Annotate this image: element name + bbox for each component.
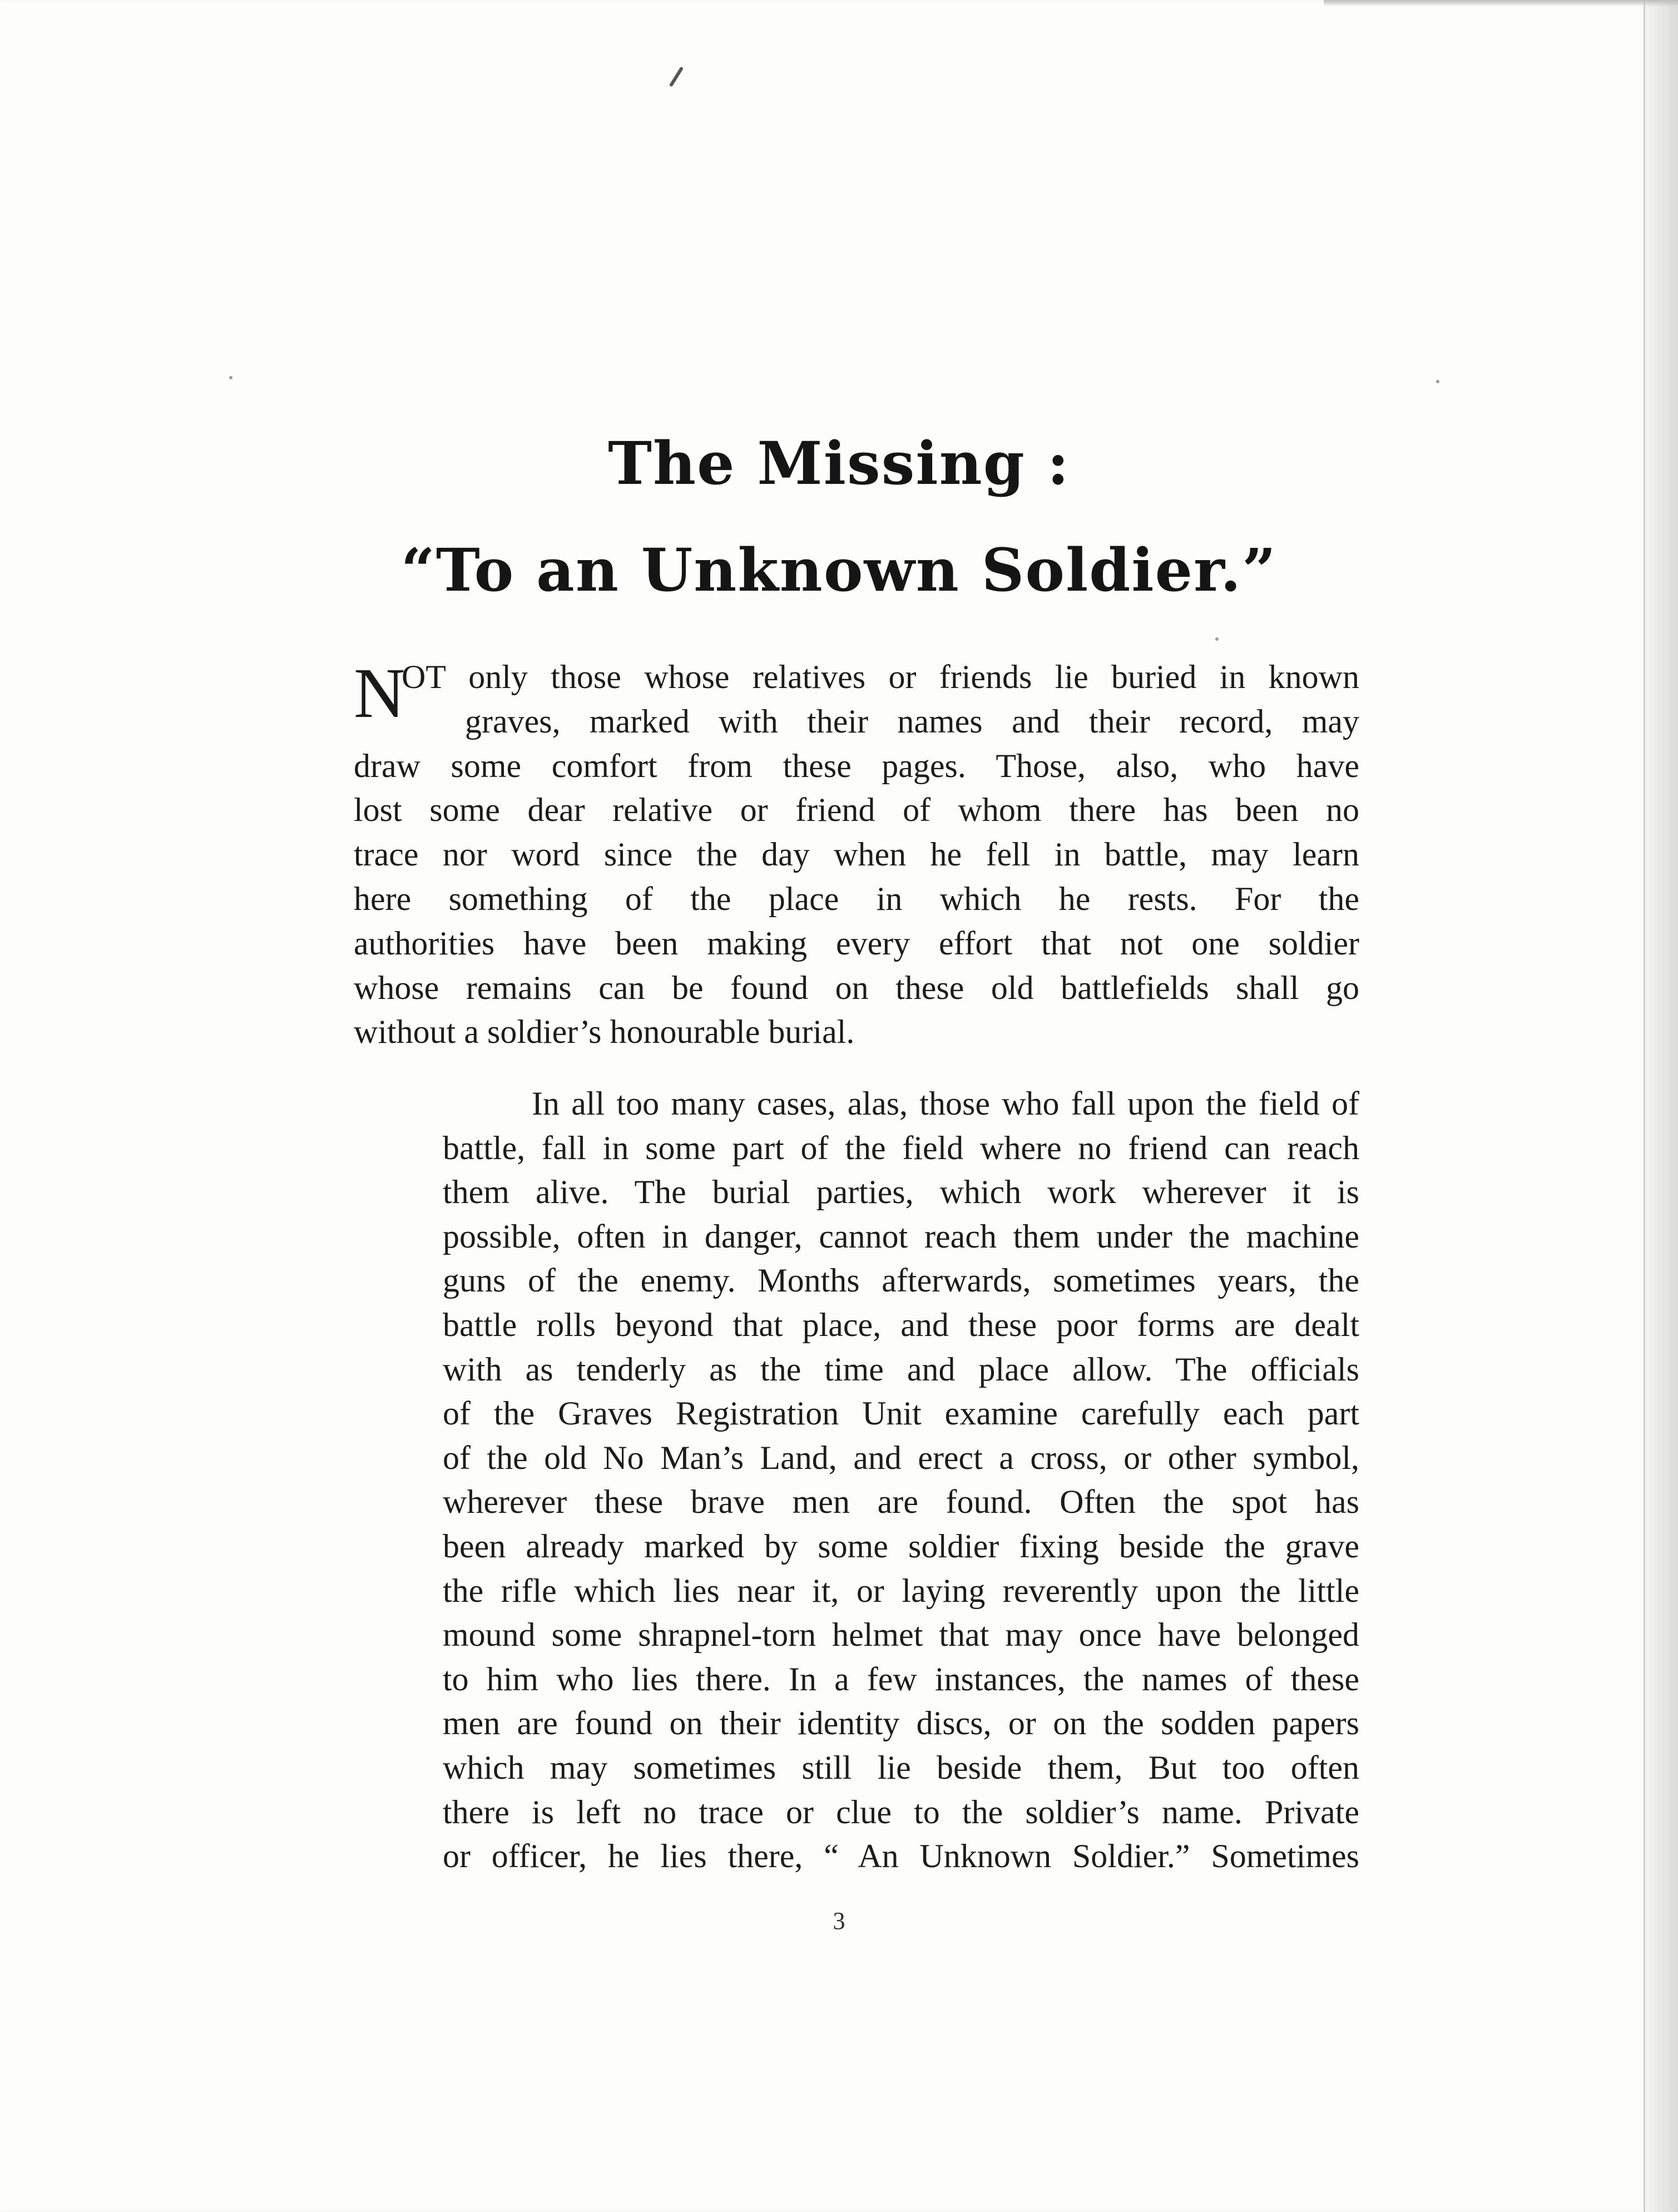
text-line: the rifle which lies near it, or laying reverently upon the little <box>443 1572 1359 1609</box>
page-subtitle: “To an Unknown Soldier.” <box>400 535 1278 605</box>
text-line: of the old No Man’s Land, and erect a cross, or other symbol, <box>443 1439 1359 1476</box>
page-top-shadow <box>1324 0 1678 7</box>
page-number: 3 <box>833 1907 845 1934</box>
text-line: or officer, he lies there, “ An Unknown Soldier.” Sometimes <box>443 1838 1359 1875</box>
text-line: trace nor word since the day when he fell in battle, may learn <box>354 836 1359 873</box>
text-line: to him who lies there. In a few instances, the names of these <box>443 1660 1359 1698</box>
paper-speck <box>1436 380 1439 383</box>
text-line: without a soldier’s honourable burial. <box>354 1013 855 1051</box>
page-title: The Missing : <box>608 428 1070 498</box>
text-line: guns of the enemy. Months afterwards, sometimes years, the <box>443 1262 1359 1299</box>
text-line: battle rolls beyond that place, and these poor forms are dealt <box>443 1306 1359 1343</box>
text-line: men are found on their identity discs, or on the sodden papers <box>443 1705 1359 1742</box>
text-line: lost some dear relative or friend of whom there has been no <box>354 791 1359 829</box>
page-edge-shadow <box>1644 0 1678 2212</box>
text-line: there is left no trace or clue to the soldier’s name. Private <box>443 1793 1359 1830</box>
text-line: possible, often in danger, cannot reach them under the machine <box>443 1218 1359 1255</box>
text-line: with as tenderly as the time and place allow. The officials <box>443 1350 1359 1388</box>
paper-speck <box>229 376 232 379</box>
paragraph-2 <box>354 1082 1359 1879</box>
text-line: graves, marked with their names and their record, may <box>465 702 1359 740</box>
text-line: authorities have been making every effort that not one soldier <box>354 924 1359 962</box>
text-line: of the Graves Registration Unit examine carefully each part <box>443 1395 1359 1432</box>
text-line: OT only those whose relatives or friends lie buried in known <box>402 659 1359 695</box>
paper-speck <box>1215 637 1219 641</box>
text-line: mound some shrapnel-torn helmet that may once have belonged <box>443 1616 1359 1654</box>
text-line: been already marked by some soldier fixing beside the grave <box>443 1527 1359 1565</box>
text-line: draw some comfort from these pages. Those, also, who have <box>354 747 1359 784</box>
text-line: battle, fall in some part of the field where no friend can reach <box>443 1129 1359 1166</box>
paragraph-1 <box>354 655 1359 1055</box>
text-line: them alive. The burial parties, which work wherever it is <box>443 1174 1359 1211</box>
text-line: In all too many cases, alas, those who fall upon the field of <box>532 1085 1359 1122</box>
text-line: which may sometimes still lie beside them, But too often <box>443 1749 1359 1786</box>
drop-cap: N <box>354 654 405 733</box>
text-line: wherever these brave men are found. Often the spot has <box>443 1483 1359 1521</box>
text-line: whose remains can be found on these old battlefields shall go <box>354 969 1359 1006</box>
text-line: here something of the place in which he rests. For the <box>354 880 1359 917</box>
